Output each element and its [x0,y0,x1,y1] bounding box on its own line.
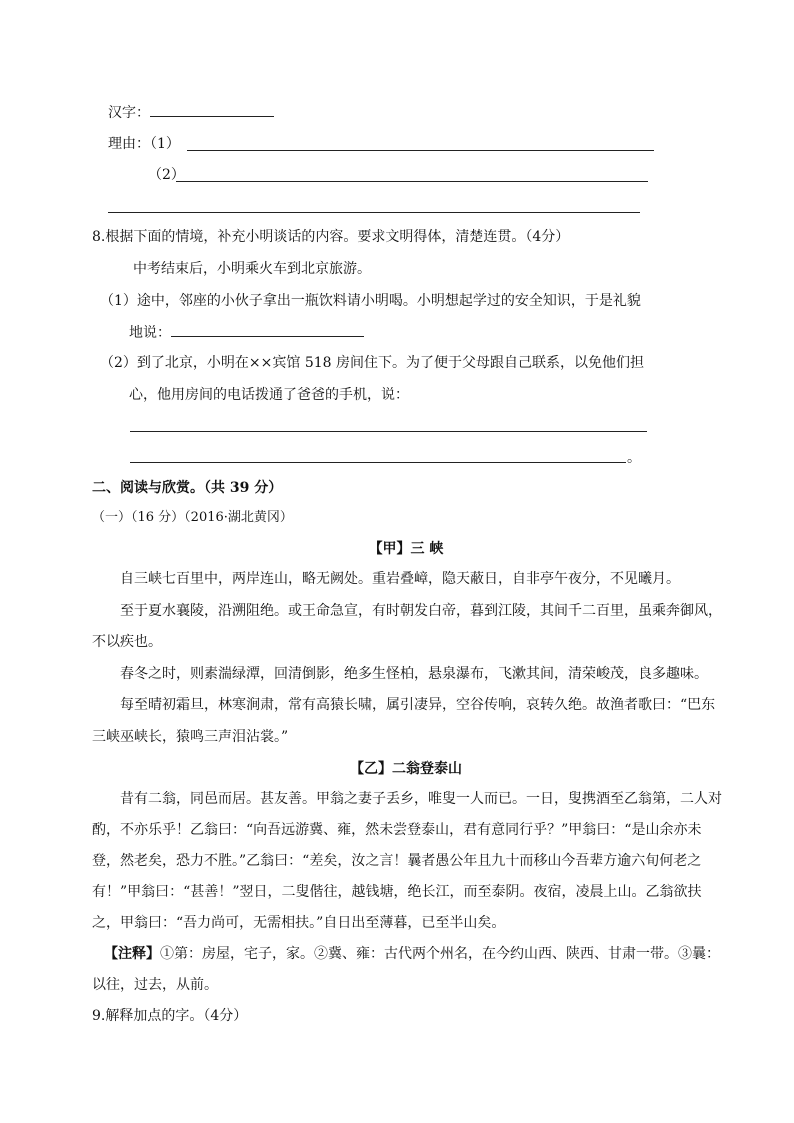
jia-para4-line2: 三峡巫峡长，猿鸣三声泪沾裳。” [92,729,289,745]
yi-line1: 昔有二翁，同邑而居。甚友善。甲翁之妻子丢乡，唯叟一人而已。一日，叟携酒至乙翁第，二人对 [120,791,722,807]
q8-part1-said-label: 地说： [129,325,171,341]
q8-part1-line1: （1）途中，邻座的小伙子拿出一瓶饮料请小明喝。小明想起学过的安全知识，于是礼貌 [100,293,641,309]
extra-answer-blank[interactable] [108,212,640,213]
yi-title: 【乙】二翁登泰山 [350,761,462,777]
note-line1 [104,944,720,964]
jia-para4-line1: 每至晴初霜旦，林寒涧肃，常有高猿长啸，属引凄异，空谷传响，哀转久绝。故渔者歌曰：“巴东 [120,697,716,713]
yi-line3: 登，然老矣，恐力不胜。”乙翁曰：“差矣，汝之言！曩者愚公年且九十而移山今吾辈方逾六旬何老之 [92,853,702,869]
jia-para2-line2: 不以疾也。 [92,634,162,650]
jia-para2-line1: 至于夏水襄陵，沿溯阻绝。或王命急宣，有时朝发白帝，暮到江陵，其间千二百里，虽乘奔御风， [120,603,722,619]
yi-line4: 有！”甲翁曰：“甚善！”翌日，二叟偕往，越钱塘，绝长江，而至泰阴。夜宿，凌晨上山。乙翁欲扶 [92,884,702,900]
q8-part2-blank-1[interactable] [130,431,647,432]
reason-2-blank[interactable] [176,181,648,182]
q8-part1-blank[interactable] [171,322,364,337]
hanzi-blank[interactable] [150,102,274,117]
jia-para1: 自三峡七百里中，两岸连山，略无阙处。重岩叠嶂，隐天蔽日，自非亭午夜分，不见曦月。 [120,571,680,587]
reason-item-1-label: （1） [150,136,180,152]
note-text-1: ①第：房屋，宅子，家。②冀、雍：古代两个州名，在今约山西、陕西、甘肃一带。③曩： [160,946,720,962]
section2-heading: 二、阅读与欣赏。（共 39 分） [92,480,283,496]
yi-line2: 酌，不亦乐乎！乙翁曰：“向吾远游冀、雍，然未尝登泰山，君有意同行乎？”甲翁曰：“是山余亦未 [92,822,702,838]
reason-label: 理由： [108,136,150,152]
jia-para3: 春冬之时，则素湍绿潭，回清倒影，绝多生怪柏，悬泉瀑布，飞漱其间，清荣峻茂，良多趣味。 [120,666,708,682]
q8-part2-line1: （2）到了北京，小明在××宾馆 518 房间住下。为了便于父母跟自己联系，以免他们担 [100,355,644,371]
note-label: 【注释】 [104,946,160,962]
yi-line5: 之，甲翁曰：“吾力尚可，无需相扶。”自日出至薄暮，已至半山矣。 [92,915,506,931]
q8-part1-line2 [129,322,364,343]
q8-part2-line2: 心，他用房间的电话拨通了爸爸的手机，说： [129,387,409,403]
reason-1-blank[interactable] [187,150,654,151]
q8-context: 中考结束后，小明乘火车到北京旅游。 [133,261,371,277]
hanzi-label: 汉字： [108,105,150,121]
note-line2: 以往，过去，从前。 [92,977,218,993]
reason-item-2-label: （2） [148,167,185,183]
q8-end-mark: 。 [627,450,641,466]
q9-prompt: 9.解释加点的字。（4分） [92,1008,248,1024]
hanzi-line [108,102,274,123]
q8-part2-blank-2[interactable] [130,462,626,463]
q8-prompt: 8.根据下面的情境，补充小明谈话的内容。要求文明得体，清楚连贯。（4分） [92,229,570,245]
section2-subheading: （一）（16 分）（2016·湖北黄冈） [92,510,293,525]
reason-line-1 [108,134,180,154]
jia-title: 【甲】三 峡 [368,541,444,557]
